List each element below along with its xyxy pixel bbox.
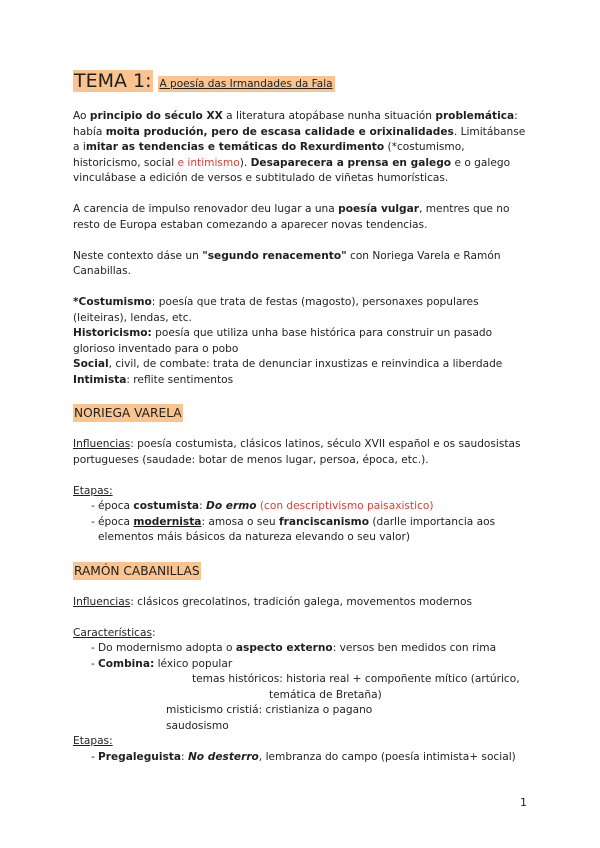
combina-subline-4: saudosismo xyxy=(166,719,229,732)
cabanillas-stages-label: Etapas: xyxy=(73,735,113,747)
cabanillas-stages-list xyxy=(73,750,533,766)
document-page xyxy=(73,70,533,765)
cabanillas-features-label: Características: xyxy=(73,626,156,639)
noriega-stages-list xyxy=(73,499,533,546)
section-heading-noriega: NORIEGA VARELA xyxy=(74,406,182,420)
definition-social: Social, civil, de combate: trata de denunciar inxustizas e reinvindica a liberdade xyxy=(73,358,503,370)
definition-intimista: Intimista: reflite sentimentos xyxy=(73,373,234,386)
definition-costumismo: *Costumismo: poesía que trata de festas (magosto), personaxes populares (leiteiras), lendas, etc. xyxy=(73,296,479,324)
title-subtitle: A poesía das Irmandades da Fala xyxy=(159,78,333,90)
noriega-influences: Influencias: poesía costumista, clásicos latinos, século XVII español e os saudosistas portugueses (saudade: botar de menos lugar, persoa, época, etc.). xyxy=(73,438,521,466)
list-item: - Pregaleguista: No desterro, lembranza do campo (poesía intimista+ social) xyxy=(73,750,533,766)
section-heading-cabanillas: RAMÓN CABANILLAS xyxy=(74,563,200,578)
document-title xyxy=(73,70,533,92)
list-item: - Combina: léxico popular xyxy=(73,657,533,673)
combina-subline-3: misticismo cristiá: cristianiza o pagano xyxy=(166,704,373,716)
page-number: 1 xyxy=(520,796,527,809)
definitions-list xyxy=(73,295,533,388)
cabanillas-features-list xyxy=(73,641,533,672)
intro-paragraph-2: A carencia de impulso renovador deu lugar a una poesía vulgar, mentres que no resto de Europa estaban comezando a aparecer novas tendencias. xyxy=(73,203,510,231)
title-main: TEMA 1: xyxy=(74,70,152,92)
noriega-stages-label: Etapas: xyxy=(73,484,113,497)
cabanillas-influences: Influencias: clásicos grecolatinos, tradición galega, movementos modernos xyxy=(73,595,472,608)
combina-subline-1: temas históricos: historia real + compoñente mítico (artúrico, xyxy=(192,673,520,685)
intro-paragraph-1: Ao principio do século XX a literatura atopábase nunha situación problemática: había moita produción, pero de escasa calidade e orixinalidades. Limitábanse a imitar as tendencias e temáticas do Rexurdimento (*costumismo, historicismo, social e intimismo). Desaparecera a prensa en galego e o galego vinculábase a edición de versos e subtitulado de viñetas humorísticas. xyxy=(73,110,526,184)
list-item: - época modernista: amosa o seu franciscanismo (darlle importancia aos elementos máis básicos da natureza elevando o seu valor) xyxy=(73,515,533,546)
combina-subline-2: temática de Bretaña) xyxy=(269,688,382,701)
list-item: - época costumista: Do ermo (con descriptivismo paisaxistico) xyxy=(73,499,533,515)
definition-historicismo: Historicismo: poesía que utiliza unha base histórica para construir un pasado glorioso inventado para o pobo xyxy=(73,327,493,355)
intro-paragraph-3: Neste contexto dáse un "segundo renacemento" con Noriega Varela e Ramón Canabillas. xyxy=(73,249,501,277)
list-item: - Do modernismo adopta o aspecto externo: versos ben medidos con rima xyxy=(73,641,533,657)
